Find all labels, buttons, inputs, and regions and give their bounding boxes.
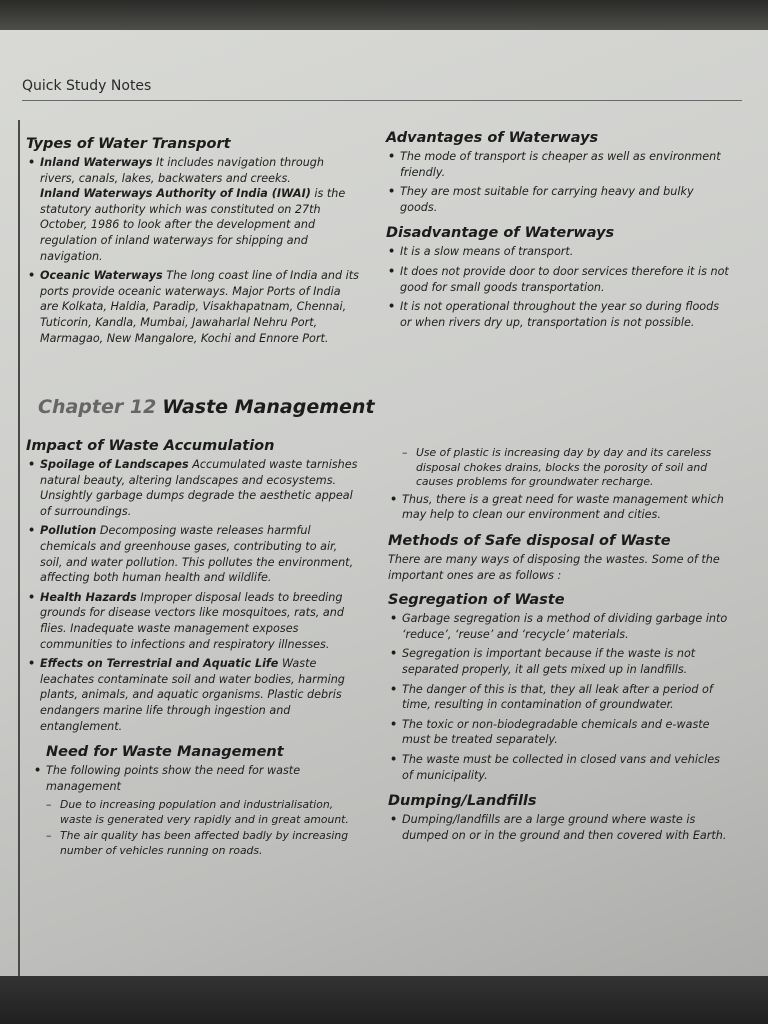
item-lead: Spoilage of Landscapes <box>40 458 189 471</box>
background-bottom <box>0 976 768 1024</box>
item-lead: Health Hazards <box>40 590 137 604</box>
dash-item: – Use of plastic is increasing day by day and its careless disposal chokes drains, blocks the porosity of soil and causes problems for groundwater recharge. <box>388 446 728 490</box>
list-item: • The waste must be collected in closed vans and vehicles of municipality. <box>388 752 728 783</box>
item-text: It includes navigation through rivers, canals, lakes, backwaters and creeks. <box>40 156 324 185</box>
advantages-list <box>386 149 732 215</box>
continuation-list <box>388 446 728 523</box>
list-item: • The following points show the need for waste management <box>32 763 362 794</box>
list-item: • The danger of this is that, they all leak after a period of time, resulting in contamination of groundwater. <box>388 682 728 713</box>
list-item: • It is not operational throughout the year so during floods or when rivers dry up, transportation is not possible. <box>386 299 732 330</box>
chapter-number: Chapter 12 <box>38 396 157 418</box>
item-text: is the statutory authority which was constituted on 27th October, 1986 to look after the development and regulation of inland waterways for shipping and navigation. <box>40 187 346 263</box>
item-text: The long coast line of India and its ports provide oceanic waterways. Major Ports of India are Kolkata, Haldia, Paradip, Visakhapatnam, Chennai, Tuticorin, Kandla, Mumbai, Jawaharlal Nehru Port, Marmagao, New Mangalore, Kochi and Ennore Port. <box>40 269 359 345</box>
list-item <box>26 656 362 734</box>
item-text: Waste leachates contaminate soil and water bodies, harming plants, animals, and aquatic organisms. Plastic debris endangers marine life through ingestion and entanglement. <box>40 657 345 733</box>
section-heading: Types of Water Transport <box>26 136 231 152</box>
list-item: • The toxic or non-biodegradable chemicals and e-waste must be treated separately. <box>388 717 728 748</box>
item-text: Improper disposal leads to breeding grounds for disease vectors like mosquitoes, rats, and flies. Inadequate waste management exposes communities to infections and respiratory illnesses. <box>40 590 344 651</box>
list-item <box>26 155 362 264</box>
list-item: • The mode of transport is cheaper as well as environment friendly. <box>386 149 732 180</box>
list-item <box>26 457 362 519</box>
item-lead: Inland Waterways <box>40 156 153 169</box>
section-heading: Methods of Safe disposal of Waste <box>388 532 671 549</box>
list-item <box>26 268 362 346</box>
section-heading: Impact of Waste Accumulation <box>26 438 275 454</box>
list-item: • They are most suitable for carrying heavy and bulky goods. <box>386 184 732 215</box>
types-list <box>26 155 362 346</box>
list-item: • Segregation is important because if the waste is not separated properly, it all gets mixed up in landfills. <box>388 646 728 677</box>
list-item <box>26 523 362 585</box>
waste-disposal-section <box>388 446 728 847</box>
need-list <box>26 763 362 859</box>
margin-line <box>18 120 20 976</box>
waste-impact-section <box>26 438 362 861</box>
list-item: • Dumping/landfills are a large ground where waste is dumped on or in the ground and then covered with Earth. <box>388 812 728 843</box>
chapter-heading <box>38 396 375 418</box>
background-strip <box>0 0 768 30</box>
item-lead: Effects on Terrestrial and Aquatic Life <box>40 657 279 671</box>
header-rule <box>22 100 742 101</box>
list-item <box>26 590 362 652</box>
item-lead: Oceanic Waterways <box>40 269 163 283</box>
dash-item: – The air quality has been affected badly by increasing number of vehicles running on roads. <box>32 829 362 858</box>
item-lead: Pollution <box>40 524 97 538</box>
section-heading: Disadvantage of Waterways <box>386 225 615 242</box>
impact-list <box>26 457 362 734</box>
dash-item: – Due to increasing population and industrialisation, waste is generated very rapidly and in great amount. <box>32 798 362 827</box>
list-item: • Thus, there is a great need for waste management which may help to clean our environment and cities. <box>388 492 728 523</box>
page-header-title: Quick Study Notes <box>22 78 152 94</box>
item-text: Decomposing waste releases harmful chemicals and greenhouse gases, contributing to air, soil, and water pollution. This pollutes the environment, affecting both human health and wildlife. <box>40 524 354 585</box>
item-lead: Inland Waterways Authority of India (IWAI) <box>40 187 311 201</box>
chapter-title: Waste Management <box>162 396 375 418</box>
item-text: Accumulated waste tarnishes natural beauty, altering landscapes and ecosystems. Unsightly garbage dumps degrade the aesthetic appeal of surroundings. <box>40 458 358 518</box>
disadvantages-list <box>386 244 732 330</box>
types-of-water-transport-section <box>26 136 362 350</box>
section-heading: Need for Waste Management <box>46 744 284 761</box>
dumping-list <box>388 812 728 843</box>
list-item: • It is a slow means of transport. <box>386 244 732 260</box>
waterways-pros-cons-section <box>386 130 732 334</box>
list-item: • Garbage segregation is a method of dividing garbage into ‘reduce’, ‘reuse’ and ‘recycle’ materials. <box>388 611 728 642</box>
section-heading: Dumping/Landfills <box>388 793 537 810</box>
segregation-list <box>388 611 728 783</box>
list-item: • It does not provide door to door services therefore it is not good for small goods transportation. <box>386 264 732 295</box>
methods-text: There are many ways of disposing the wastes. Some of the important ones are as follows : <box>388 552 720 582</box>
section-heading: Segregation of Waste <box>388 592 565 609</box>
section-heading: Advantages of Waterways <box>386 130 599 146</box>
